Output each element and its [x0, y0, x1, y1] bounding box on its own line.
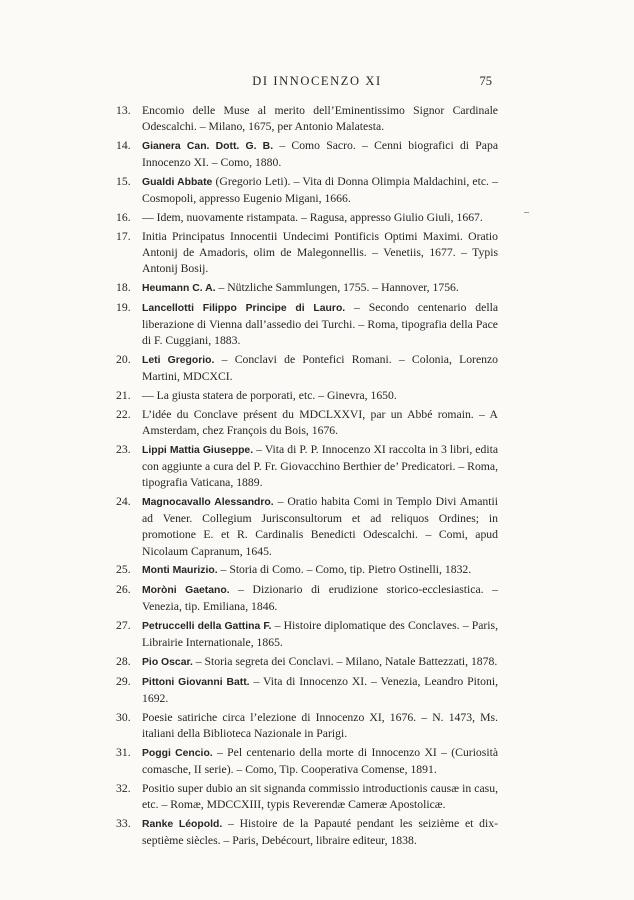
entry-number: 18.: [116, 281, 131, 294]
entry-text: – Conclavi de Pontefici Romani. – Colonia, Lorenzo Martini, MDCXCI.: [142, 353, 499, 384]
entry-text: – Pel centenario della morte di Innocenzo XI – (Curiosità comasche, II serie). – Como, Tip. Cooperativa Comense, 1891.: [142, 746, 499, 777]
entry-author: Ranke Léopold.: [142, 819, 223, 830]
entry-text: (Gregorio Leti). – Vita di Donna Olimpia Maldachini, etc. – Cosmopoli, appresso Eugenio Migani, 1666.: [142, 175, 498, 206]
entry-number: 16.: [116, 211, 131, 224]
bibliography-entry: [116, 781, 498, 813]
page-number: 75: [479, 74, 492, 88]
bibliography-entry: [116, 174, 498, 207]
entry-number: 27.: [116, 619, 131, 633]
entry-author: Pio Oscar.: [142, 657, 193, 669]
entry-author: Moròni Gaetano.: [142, 585, 230, 597]
bibliography-entry: [116, 138, 498, 171]
bibliography-entry: [116, 710, 498, 742]
entry-text: Poesie satiriche circa l’elezione di Innocenzo XI, 1676. – N. 1473, Ms. italiani della Biblioteca Nazionale in Parigi.: [142, 711, 498, 741]
entry-number: 30.: [116, 711, 131, 724]
entry-number: 33.: [116, 817, 131, 830]
bibliography-entry: [116, 494, 498, 560]
bibliography-entry: [116, 745, 498, 778]
entry-text: – Storia segreta dei Conclavi. – Milano, Natale Battezzati, 1878.: [195, 655, 498, 669]
entry-text: – Vita di Innocenzo XI. – Venezia, Leandro Pitoni, 1692.: [142, 675, 498, 706]
entry-number: 32.: [116, 782, 131, 795]
entry-text: — Idem, nuovamente ristampata. – Ragusa, appresso Giulio Giuli, 1667.: [142, 211, 483, 224]
entry-text: Initia Principatus Innocentii Undecimi Pontificis Optimi Maximi. Oratio Antonij de Amadoris, olim de Malegonnellis. – Venetiis, 1677. – Typis Antonij Bosij.: [142, 229, 498, 276]
entry-number: 31.: [116, 746, 131, 759]
bibliography-list: [116, 103, 498, 849]
entry-author: Petruccelli della Gattina F.: [142, 621, 272, 633]
entry-author: Heumann C. A.: [142, 283, 216, 294]
bibliography-entry: [116, 280, 498, 297]
entry-text: – Dizionario di erudizione storico-ecclesiastica. – Venezia, tip. Emiliana, 1846.: [142, 583, 498, 614]
entry-number: 24.: [116, 495, 131, 508]
entry-number: 26.: [116, 583, 131, 597]
entry-author: Leti Gregorio.: [142, 355, 215, 366]
entry-number: 19.: [116, 300, 131, 314]
entry-number: 29.: [116, 675, 131, 688]
entry-number: 23.: [116, 442, 131, 456]
entry-author: Monti Maurizio.: [142, 565, 218, 577]
entry-number: 17.: [116, 229, 131, 243]
entry-number: 21.: [116, 389, 131, 402]
bibliography-entry: [116, 618, 498, 651]
entry-number: 20.: [116, 353, 131, 366]
bibliography-entry: [116, 103, 498, 135]
entry-text: — La giusta statera de porporati, etc. – Ginevra, 1650.: [142, 389, 397, 402]
entry-text: – Nützliche Sammlungen, 1755. – Hannover, 1756.: [218, 281, 459, 294]
entry-number: 22.: [116, 407, 131, 421]
margin-mark: [524, 212, 529, 213]
entry-text: – Histoire de la Papauté pendant les seizième et dix-septième siècles. – Paris, Debécourt, libraire editeur, 1838.: [142, 817, 499, 848]
entry-text: – Secondo centenario della liberazione di Vienna dall’assedio dei Turchi. – Roma, tipografia della Pace di F. Cuggiani, 1883.: [142, 300, 499, 348]
bibliography-entry: [116, 816, 498, 849]
entry-author: Pittoni Giovanni Batt.: [142, 677, 250, 688]
entry-author: Lippi Mattia Giuseppe.: [142, 444, 254, 456]
bibliography-entry: [116, 210, 498, 226]
entry-author: Gualdi Abbate: [142, 177, 213, 188]
entry-text: – Histoire diplomatique des Conclaves. – Paris, Librairie Internationale, 1865.: [142, 619, 498, 650]
entry-number: 28.: [116, 655, 131, 669]
entry-text: – Oratio habita Comi in Templo Divi Amantii ad Vener. Collegium Jurisconsultorum et ad reliquos Ordines; in promotione E. et R. Cardinalis Benedicti Odescalchi. – Comi, apud Nicolaum Capranum, 1645.: [142, 495, 498, 558]
bibliography-entry: [116, 352, 498, 385]
entry-text: – Vita di P. P. Innocenzo XI raccolta in 3 libri, edita con aggiunte a cura del P. Fr. Giovacchino Berthier de’ Predicatori. – Roma, tipografia Vaticana, 1889.: [142, 442, 499, 490]
entry-text: – Como Sacro. – Cenni biografici di Papa Innocenzo XI. – Como, 1880.: [142, 139, 499, 170]
entry-number: 14.: [116, 139, 131, 152]
entry-text: Encomio delle Muse al merito dell’Eminentissimo Signor Cardinale Odescalchi. – Milano, 1675, per Antonio Malatesta.: [142, 104, 498, 134]
entry-number: 15.: [116, 175, 131, 188]
entry-text: Positio super dubio an sit signanda commissio introductionis causæ in casu, etc. – Romæ, MDCCXIII, typis Reverendæ Cameræ Apostolicæ.: [142, 782, 498, 812]
entry-text: – Storia di Como. – Como, tip. Pietro Ostinelli, 1832.: [220, 563, 472, 577]
bibliography-entry: [116, 654, 498, 671]
entry-number: 13.: [116, 104, 131, 117]
bibliography-entry: [116, 442, 498, 492]
bibliography-entry: [116, 300, 498, 350]
bibliography-entry: [116, 562, 498, 579]
entry-author: Lancellotti Filippo Principe di Lauro.: [142, 302, 346, 314]
entry-author: Magnocavallo Alessandro.: [142, 497, 274, 508]
bibliography-entry: [116, 674, 498, 707]
bibliography-entry: [116, 388, 498, 404]
running-header-title: DI INNOCENZO XI: [252, 74, 382, 88]
entry-text: L’idée du Conclave présent du MDCLXXVI, par un Abbé romain. – A Amsterdam, chez François du Bois, 1676.: [142, 407, 498, 437]
bibliography-entry: [116, 229, 498, 278]
entry-author: Gianera Can. Dott. G. B.: [142, 141, 274, 152]
bibliography-entry: [116, 582, 498, 615]
entry-number: 25.: [116, 563, 131, 577]
bibliography-entry: [116, 407, 498, 439]
entry-author: Poggi Cencio.: [142, 748, 213, 759]
